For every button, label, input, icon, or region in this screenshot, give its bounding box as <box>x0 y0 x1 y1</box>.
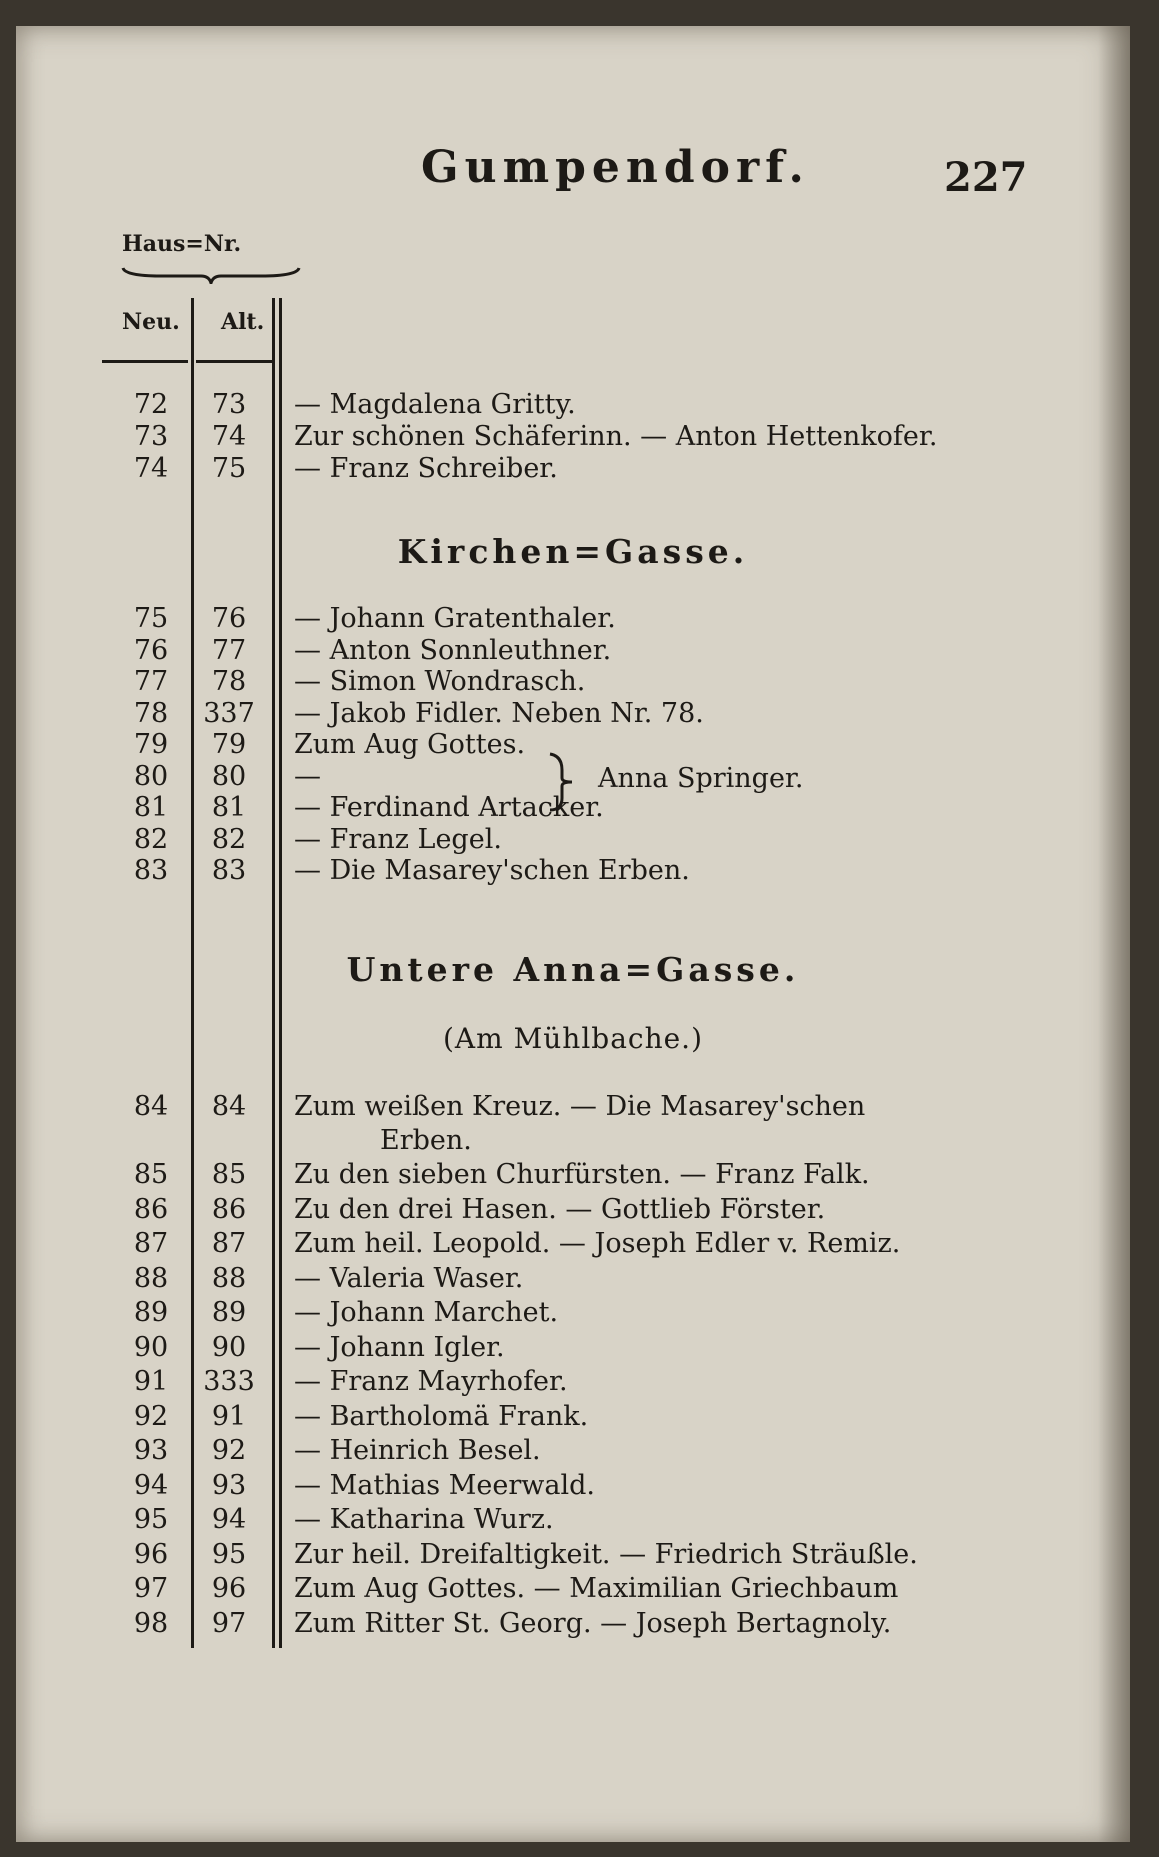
header-rule-new <box>102 360 188 363</box>
entry-text: — <box>294 760 321 792</box>
list-item <box>16 602 1096 636</box>
list-item <box>16 388 1096 422</box>
bracket-brace <box>544 752 578 812</box>
list-item <box>16 854 1096 888</box>
house-number-new: 87 <box>133 1228 169 1259</box>
house-number-new: 84 <box>133 1091 169 1122</box>
house-number-old: 86 <box>211 1193 247 1225</box>
list-item <box>16 823 1096 857</box>
page-spine-shadow <box>1098 26 1130 1842</box>
house-number-old: 94 <box>211 1504 247 1535</box>
entry-text: — Katharina Wurz. <box>294 1504 554 1535</box>
section-subheading: (Am Mühlbache.) <box>442 1022 703 1055</box>
house-number-new: 97 <box>133 1573 169 1604</box>
house-number-old: 337 <box>203 697 255 729</box>
list-item <box>16 1607 1096 1641</box>
list-item <box>16 1227 1096 1261</box>
list-item <box>16 1193 1096 1227</box>
house-number-label: Haus=Nr. <box>122 231 242 257</box>
house-number-old: 96 <box>211 1573 247 1604</box>
header-brace <box>121 264 301 284</box>
house-number-old: 333 <box>203 1366 255 1397</box>
entry-text: — Bartholomä Frank. <box>294 1400 589 1432</box>
house-number-new: 83 <box>133 855 169 886</box>
house-number-old: 90 <box>211 1331 247 1363</box>
entry-text: — Johann Igler. <box>294 1331 505 1363</box>
entry-text: — Die Masarey'schen Erben. <box>294 855 690 886</box>
house-number-old: 78 <box>211 666 247 697</box>
page-number: 227 <box>944 154 1028 201</box>
house-number-new: 86 <box>133 1193 169 1225</box>
house-number-new: 75 <box>133 603 169 634</box>
entry-text: — Johann Marchet. <box>294 1297 559 1328</box>
house-number-old: 91 <box>211 1400 247 1432</box>
list-item <box>16 1538 1096 1572</box>
list-item <box>16 1090 1096 1124</box>
entry-text: Zum Aug Gottes. <box>294 729 526 760</box>
list-item <box>16 1572 1096 1606</box>
house-number-old: 93 <box>211 1469 247 1501</box>
list-item <box>16 1503 1096 1537</box>
house-number-new: 78 <box>133 697 169 729</box>
house-number-old: 75 <box>211 453 247 484</box>
entry-text: — Anton Sonnleuthner. <box>294 634 612 666</box>
entry-text: Zur schönen Schäferinn. — Anton Hettenkofer. <box>294 421 938 452</box>
house-number-old: 92 <box>211 1435 247 1466</box>
list-item <box>16 452 1096 486</box>
house-number-new: 95 <box>133 1504 169 1535</box>
entry-text: — Johann Gratenthaler. <box>294 603 616 634</box>
house-number-new: 74 <box>133 453 169 484</box>
house-number-new: 82 <box>133 823 169 855</box>
house-number-new: 89 <box>133 1297 169 1328</box>
entry-text: — Jakob Fidler. Neben Nr. 78. <box>294 697 704 729</box>
entry-text: — Mathias Meerwald. <box>294 1469 595 1501</box>
house-number-new: 81 <box>133 792 169 823</box>
list-item <box>16 1296 1096 1330</box>
house-number-old: 83 <box>211 855 247 886</box>
entry-text: — Heinrich Besel. <box>294 1435 541 1466</box>
house-number-old: 84 <box>211 1091 247 1122</box>
entry-text: Zu den sieben Churfürsten. — Franz Falk. <box>294 1159 870 1190</box>
running-title: Gumpendorf. <box>421 142 810 193</box>
entry-text: — Franz Mayrhofer. <box>294 1366 568 1397</box>
house-number-old: 88 <box>211 1262 247 1294</box>
entry-text: — Valeria Waser. <box>294 1262 524 1294</box>
entry-text: Zum weißen Kreuz. — Die Masarey'schen <box>294 1091 866 1122</box>
house-number-new: 73 <box>133 421 169 452</box>
house-number-old: 76 <box>211 603 247 634</box>
header-rule-old <box>196 360 272 363</box>
list-item <box>16 1434 1096 1468</box>
list-item <box>16 420 1096 454</box>
entry-text-continuation: Erben. <box>380 1125 472 1156</box>
list-item-continuation <box>16 1124 1096 1158</box>
house-number-new: 85 <box>133 1159 169 1190</box>
entry-text: — Ferdinand Artacker. <box>294 792 604 823</box>
house-number-new: 80 <box>133 760 169 792</box>
entry-text: Zum Ritter St. Georg. — Joseph Bertagnoly. <box>294 1607 892 1639</box>
house-number-old: 97 <box>211 1607 247 1639</box>
house-number-new: 88 <box>133 1262 169 1294</box>
house-number-old: 73 <box>211 389 247 420</box>
list-item <box>16 665 1096 699</box>
house-number-new: 92 <box>133 1400 169 1432</box>
house-number-new: 94 <box>133 1469 169 1501</box>
house-number-old: 74 <box>211 421 247 452</box>
house-number-old: 87 <box>211 1228 247 1259</box>
column-header-new: Neu. <box>122 309 180 335</box>
entry-text: — Franz Legel. <box>294 823 502 855</box>
house-number-new: 91 <box>133 1366 169 1397</box>
house-number-old: 95 <box>211 1538 247 1570</box>
entry-text: Zu den drei Hasen. — Gottlieb Förster. <box>294 1193 826 1225</box>
house-number-new: 90 <box>133 1331 169 1363</box>
entry-text: — Magdalena Gritty. <box>294 389 576 420</box>
list-item <box>16 634 1096 668</box>
house-number-old: 79 <box>211 729 247 760</box>
list-item <box>16 1158 1096 1192</box>
section-heading-kirchen-gasse: Kirchen=Gasse. <box>397 532 749 571</box>
house-number-new: 72 <box>133 389 169 420</box>
list-item <box>16 1400 1096 1434</box>
bracket-entry-name: Anna Springer. <box>598 763 804 794</box>
list-item <box>16 1469 1096 1503</box>
list-item <box>16 1262 1096 1296</box>
house-number-old: 82 <box>211 823 247 855</box>
book-page <box>16 26 1130 1842</box>
entry-text: — Franz Schreiber. <box>294 453 558 484</box>
house-number-old: 89 <box>211 1297 247 1328</box>
house-number-new: 93 <box>133 1435 169 1466</box>
house-number-new: 96 <box>133 1538 169 1570</box>
list-item <box>16 1365 1096 1399</box>
house-number-new: 77 <box>133 666 169 697</box>
section-heading-untere-anna-gasse: Untere Anna=Gasse. <box>346 950 800 989</box>
list-item <box>16 697 1096 731</box>
entry-text: Zur heil. Dreifaltigkeit. — Friedrich Sträußle. <box>294 1538 918 1570</box>
house-number-old: 80 <box>211 760 247 792</box>
house-number-new: 98 <box>133 1607 169 1639</box>
list-item <box>16 1331 1096 1365</box>
house-number-old: 85 <box>211 1159 247 1190</box>
house-number-new: 79 <box>133 729 169 760</box>
column-header-old: Alt. <box>221 309 265 335</box>
entry-text: — Simon Wondrasch. <box>294 666 586 697</box>
house-number-old: 81 <box>211 792 247 823</box>
house-number-old: 77 <box>211 634 247 666</box>
house-number-new: 76 <box>133 634 169 666</box>
entry-text: Zum Aug Gottes. — Maximilian Griechbaum <box>294 1573 899 1604</box>
entry-text: Zum heil. Leopold. — Joseph Edler v. Remiz. <box>294 1228 901 1259</box>
